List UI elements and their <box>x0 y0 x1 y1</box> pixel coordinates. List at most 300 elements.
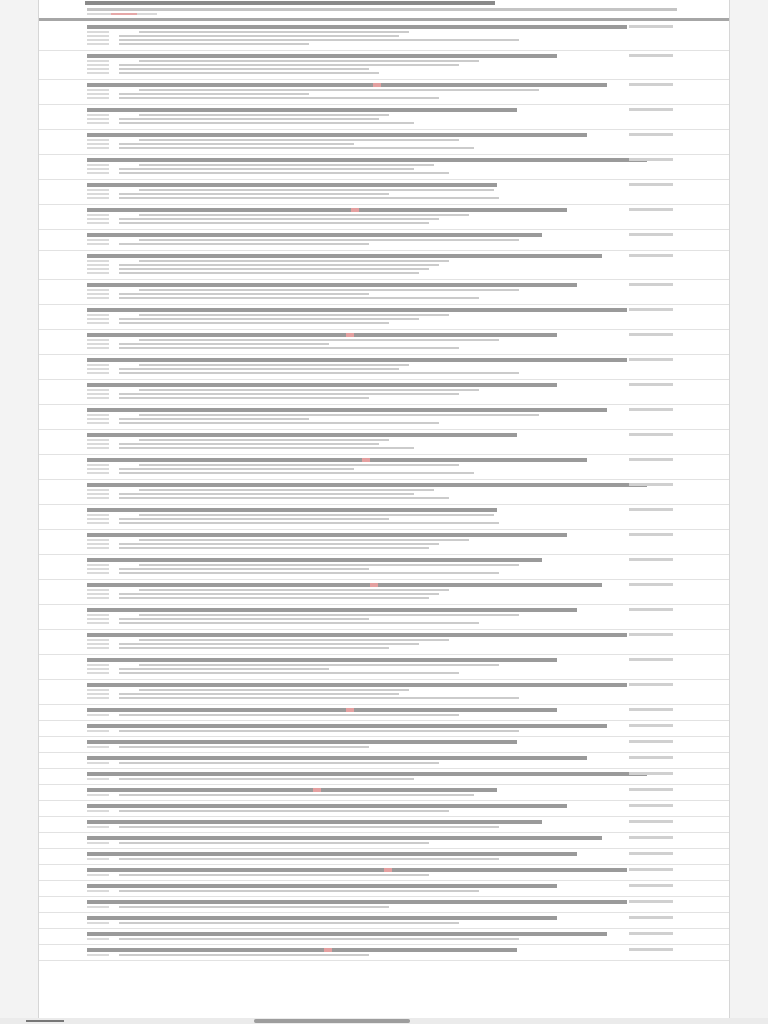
entry-text-line <box>119 522 499 524</box>
entry-tag <box>87 762 109 764</box>
entry-date <box>629 333 673 336</box>
entry-tag <box>87 730 109 732</box>
entry-heading[interactable] <box>87 408 607 412</box>
entry-text-line <box>119 647 389 649</box>
entry-heading[interactable] <box>87 916 557 920</box>
page-subtitle <box>87 8 677 11</box>
entry-tag <box>87 289 109 291</box>
entry-text-line <box>119 593 439 595</box>
entry-text-line <box>119 264 439 266</box>
list-item[interactable] <box>39 817 729 833</box>
entry-tag <box>87 664 109 666</box>
entry-heading[interactable] <box>87 708 557 712</box>
entry-heading[interactable] <box>87 836 602 840</box>
page-header <box>39 0 729 18</box>
entry-text-line <box>119 243 369 245</box>
entry-tag <box>87 272 109 274</box>
entry-tag <box>87 514 109 516</box>
entry-heading[interactable] <box>87 254 602 258</box>
entry-tag <box>87 422 109 424</box>
entry-tag <box>87 68 109 70</box>
entry-tag <box>87 414 109 416</box>
entry-text-line <box>119 122 414 124</box>
list-item[interactable] <box>39 430 729 455</box>
entry-heading[interactable] <box>87 233 542 237</box>
entry-text-line <box>139 464 459 466</box>
entry-text-line <box>119 597 429 599</box>
entry-text-line <box>119 472 474 474</box>
entry-tag <box>87 522 109 524</box>
entry-text-line <box>119 497 449 499</box>
entry-tag <box>87 697 109 699</box>
entry-heading[interactable] <box>87 583 602 587</box>
entry-date <box>629 884 673 887</box>
entry-heading[interactable] <box>87 884 557 888</box>
entry-text-line <box>139 60 479 62</box>
entry-text-line <box>119 318 419 320</box>
entry-text-line <box>119 693 399 695</box>
list-item[interactable] <box>39 721 729 737</box>
list-item[interactable] <box>39 130 729 155</box>
entry-tag <box>87 689 109 691</box>
entry-heading[interactable] <box>87 852 577 856</box>
entry-tag <box>87 922 109 924</box>
entry-tag <box>87 668 109 670</box>
entry-tag <box>87 439 109 441</box>
entry-date <box>629 836 673 839</box>
entry-text-line <box>119 762 439 764</box>
entry-tag <box>87 222 109 224</box>
entry-date <box>629 25 673 28</box>
entry-text-line <box>139 364 409 366</box>
scroll-thumb[interactable] <box>254 1019 410 1023</box>
entry-tag <box>87 842 109 844</box>
entry-text-line <box>119 168 414 170</box>
entry-tag <box>87 518 109 520</box>
entry-tag <box>87 139 109 141</box>
entry-date <box>629 740 673 743</box>
entry-tag <box>87 614 109 616</box>
list-item[interactable] <box>39 630 729 655</box>
entry-tag <box>87 72 109 74</box>
list-item[interactable] <box>39 769 729 785</box>
entry-text-line <box>139 189 494 191</box>
entry-tag <box>87 43 109 45</box>
entry-text-line <box>139 614 519 616</box>
entry-heading[interactable] <box>87 208 567 212</box>
entry-text-line <box>139 639 449 641</box>
entry-heading[interactable] <box>87 333 557 337</box>
list-item[interactable] <box>39 251 729 280</box>
header-divider <box>39 18 729 21</box>
entry-text-line <box>119 697 519 699</box>
entry-text-line <box>119 568 369 570</box>
entry-text-line <box>139 314 449 316</box>
entry-text-line <box>119 618 369 620</box>
list-item[interactable] <box>39 355 729 380</box>
list-item[interactable] <box>39 155 729 180</box>
entry-tag <box>87 418 109 420</box>
list-item[interactable] <box>39 833 729 849</box>
entry-tag <box>87 164 109 166</box>
entry-heading[interactable] <box>87 308 627 312</box>
entry-text-line <box>139 31 409 33</box>
entry-text-line <box>119 268 429 270</box>
entry-tag <box>87 97 109 99</box>
entry-tag <box>87 622 109 624</box>
entry-heading[interactable] <box>87 724 607 728</box>
entry-tag <box>87 858 109 860</box>
entry-tag <box>87 693 109 695</box>
entry-text-line <box>119 297 479 299</box>
entry-text-line <box>119 826 499 828</box>
entry-tag <box>87 268 109 270</box>
entry-heading[interactable] <box>87 133 587 137</box>
list-item[interactable] <box>39 480 729 505</box>
entry-tag <box>87 643 109 645</box>
document-page <box>38 0 730 1018</box>
entry-date <box>629 458 673 461</box>
list-item[interactable] <box>39 849 729 865</box>
entry-tag <box>87 318 109 320</box>
list-item[interactable] <box>39 530 729 555</box>
entry-text-line <box>139 239 519 241</box>
entry-heading[interactable] <box>87 788 497 792</box>
entry-heading[interactable] <box>87 948 517 952</box>
list-item[interactable] <box>39 505 729 530</box>
list-item[interactable] <box>39 680 729 705</box>
entry-date <box>629 108 673 111</box>
entry-tag <box>87 539 109 541</box>
entry-tag <box>87 794 109 796</box>
entry-date <box>629 756 673 759</box>
entry-text-line <box>139 214 469 216</box>
entry-text-line <box>119 794 474 796</box>
entry-text-line <box>119 572 499 574</box>
scroll-left-indicator <box>26 1020 64 1022</box>
entry-tag <box>87 746 109 748</box>
entry-text-line <box>119 372 519 374</box>
entry-tag <box>87 778 109 780</box>
entry-tag <box>87 118 109 120</box>
entry-text-line <box>119 810 449 812</box>
entry-text-line <box>119 293 369 295</box>
list-item[interactable] <box>39 785 729 801</box>
entry-text-line <box>119 39 519 41</box>
entry-heading[interactable] <box>87 740 517 744</box>
list-item[interactable] <box>39 330 729 355</box>
entry-text-line <box>139 439 389 441</box>
entry-date <box>629 283 673 286</box>
entry-text-line <box>119 368 399 370</box>
entry-text-line <box>119 714 459 716</box>
entry-heading[interactable] <box>87 804 567 808</box>
entry-date <box>629 948 673 951</box>
entry-tag <box>87 147 109 149</box>
entry-tag <box>87 343 109 345</box>
entry-heading[interactable] <box>87 483 647 487</box>
entry-tag <box>87 364 109 366</box>
entry-date <box>629 208 673 211</box>
entry-tag <box>87 672 109 674</box>
list-item[interactable] <box>39 405 729 430</box>
entry-text-line <box>139 539 469 541</box>
entry-text-line <box>119 72 379 74</box>
entry-heading[interactable] <box>87 820 542 824</box>
entry-text-line <box>119 547 429 549</box>
page-meta-link[interactable] <box>111 13 137 15</box>
entry-text-line <box>119 35 399 37</box>
entry-tag <box>87 489 109 491</box>
list-item[interactable] <box>39 555 729 580</box>
entry-date <box>629 820 673 823</box>
entry-date <box>629 633 673 636</box>
entry-tag <box>87 443 109 445</box>
entry-text-line <box>119 468 354 470</box>
entry-heading[interactable] <box>87 108 517 112</box>
entry-tag <box>87 297 109 299</box>
list-item[interactable] <box>39 897 729 913</box>
list-item[interactable] <box>39 230 729 251</box>
entry-tag <box>87 214 109 216</box>
entry-tag <box>87 714 109 716</box>
entry-date <box>629 158 673 161</box>
entry-text-line <box>119 322 389 324</box>
entry-heading[interactable] <box>87 283 577 287</box>
entry-heading[interactable] <box>87 756 587 760</box>
entry-text-line <box>139 289 519 291</box>
entry-tag <box>87 218 109 220</box>
entry-text-line <box>139 164 434 166</box>
entry-tag <box>87 493 109 495</box>
entry-tag <box>87 464 109 466</box>
entry-date <box>629 83 673 86</box>
entry-heading[interactable] <box>87 608 577 612</box>
entry-text-line <box>119 518 389 520</box>
entry-text-line <box>119 730 519 732</box>
entry-heading[interactable] <box>87 658 557 662</box>
entry-tag <box>87 618 109 620</box>
list-item[interactable] <box>39 929 729 945</box>
entry-date <box>629 608 673 611</box>
entry-date <box>629 408 673 411</box>
entry-tag <box>87 543 109 545</box>
entry-tag <box>87 168 109 170</box>
entry-date <box>629 900 673 903</box>
entry-text-line <box>139 689 409 691</box>
entry-text-line <box>139 260 449 262</box>
entry-date <box>629 133 673 136</box>
entry-text-line <box>119 443 379 445</box>
entry-heading[interactable] <box>87 158 647 162</box>
entry-text-line <box>119 218 439 220</box>
entry-heading[interactable] <box>87 383 557 387</box>
entry-date <box>629 508 673 511</box>
entry-tag <box>87 264 109 266</box>
entry-text-line <box>119 922 459 924</box>
entry-date <box>629 658 673 661</box>
entry-date <box>629 683 673 686</box>
entry-tag <box>87 564 109 566</box>
entry-tag <box>87 547 109 549</box>
entry-tag <box>87 397 109 399</box>
entry-tag <box>87 639 109 641</box>
entry-tag <box>87 64 109 66</box>
horizontal-scrollbar[interactable] <box>0 1018 768 1024</box>
entry-text-line <box>119 172 449 174</box>
entry-tag <box>87 39 109 41</box>
entry-text-line <box>119 842 429 844</box>
entry-tag <box>87 647 109 649</box>
list-item[interactable] <box>39 605 729 630</box>
entry-date <box>629 183 673 186</box>
list-item[interactable] <box>39 380 729 405</box>
entry-heading[interactable] <box>87 83 607 87</box>
entry-heading[interactable] <box>87 772 647 776</box>
entry-text-line <box>119 43 309 45</box>
entry-text-line <box>139 389 479 391</box>
entry-heading[interactable] <box>87 868 627 872</box>
list-item[interactable] <box>39 205 729 230</box>
entry-tag <box>87 874 109 876</box>
entry-tag <box>87 572 109 574</box>
entry-tag <box>87 93 109 95</box>
entry-tag <box>87 938 109 940</box>
entry-date <box>629 254 673 257</box>
entry-text-line <box>119 397 369 399</box>
entry-tag <box>87 906 109 908</box>
entry-text-line <box>119 643 419 645</box>
list-item[interactable] <box>39 180 729 205</box>
list-item[interactable] <box>39 865 729 881</box>
entry-text-line <box>119 343 329 345</box>
entry-tag <box>87 810 109 812</box>
entry-date <box>629 308 673 311</box>
entry-text-line <box>119 954 369 956</box>
entry-tag <box>87 447 109 449</box>
entry-date <box>629 724 673 727</box>
entry-tag <box>87 322 109 324</box>
entry-date <box>629 533 673 536</box>
entry-heading[interactable] <box>87 683 627 687</box>
entry-text-line <box>139 339 499 341</box>
page-title <box>85 1 495 5</box>
entry-text-line <box>119 938 519 940</box>
entry-heading[interactable] <box>87 183 497 187</box>
entry-text-line <box>119 622 479 624</box>
entry-text-line <box>119 193 389 195</box>
entry-tag <box>87 826 109 828</box>
entry-heading[interactable] <box>87 25 627 29</box>
entry-heading[interactable] <box>87 633 627 637</box>
list-item[interactable] <box>39 305 729 330</box>
entry-text-line <box>139 589 449 591</box>
entry-date <box>629 358 673 361</box>
list-item[interactable] <box>39 280 729 305</box>
entry-text-line <box>139 514 494 516</box>
entry-tag <box>87 314 109 316</box>
list-item[interactable] <box>39 80 729 105</box>
entry-text-line <box>119 418 309 420</box>
entry-date <box>629 772 673 775</box>
list-item[interactable] <box>39 737 729 753</box>
entry-tag <box>87 389 109 391</box>
entry-heading[interactable] <box>87 458 587 462</box>
entry-tag <box>87 260 109 262</box>
entry-text-line <box>119 668 329 670</box>
list-item[interactable] <box>39 881 729 897</box>
entry-text-line <box>139 489 434 491</box>
entry-heading[interactable] <box>87 900 627 904</box>
entry-text-line <box>119 64 459 66</box>
list-item[interactable] <box>39 455 729 480</box>
entry-heading[interactable] <box>87 508 497 512</box>
entry-heading[interactable] <box>87 433 517 437</box>
entry-date <box>629 558 673 561</box>
list-item[interactable] <box>39 580 729 605</box>
entry-text-line <box>139 564 519 566</box>
list-item[interactable] <box>39 913 729 929</box>
entry-tag <box>87 393 109 395</box>
entry-text-line <box>119 543 439 545</box>
entry-tag <box>87 372 109 374</box>
entry-heading[interactable] <box>87 533 567 537</box>
list-item[interactable] <box>39 801 729 817</box>
entry-tag <box>87 193 109 195</box>
list-item[interactable] <box>39 51 729 80</box>
entry-text-line <box>119 746 369 748</box>
entry-heading[interactable] <box>87 358 627 362</box>
entry-tag <box>87 468 109 470</box>
list-item[interactable] <box>39 753 729 769</box>
list-item[interactable] <box>39 105 729 130</box>
entry-tag <box>87 243 109 245</box>
entry-tag <box>87 197 109 199</box>
entry-date <box>629 483 673 486</box>
entry-tag <box>87 60 109 62</box>
entry-tag <box>87 239 109 241</box>
list-item[interactable] <box>39 705 729 721</box>
entry-tag <box>87 890 109 892</box>
entry-text-line <box>119 393 459 395</box>
entry-text-line <box>119 97 439 99</box>
entry-date <box>629 788 673 791</box>
entry-date <box>629 233 673 236</box>
entry-tag <box>87 568 109 570</box>
entry-text-line <box>119 68 369 70</box>
list-item[interactable] <box>39 655 729 680</box>
entry-heading[interactable] <box>87 54 557 58</box>
entry-text-line <box>119 447 414 449</box>
entry-date <box>629 54 673 57</box>
entry-tag <box>87 293 109 295</box>
entry-tag <box>87 122 109 124</box>
entry-date <box>629 852 673 855</box>
entry-date <box>629 932 673 935</box>
entry-heading[interactable] <box>87 558 542 562</box>
entry-tag <box>87 368 109 370</box>
list-item[interactable] <box>39 22 729 51</box>
entry-text-line <box>119 118 379 120</box>
list-item[interactable] <box>39 945 729 961</box>
entry-date <box>629 583 673 586</box>
entry-text-line <box>139 114 389 116</box>
entry-date <box>629 868 673 871</box>
entry-tag <box>87 339 109 341</box>
entry-date <box>629 804 673 807</box>
entry-text-line <box>119 858 499 860</box>
entry-heading[interactable] <box>87 932 607 936</box>
